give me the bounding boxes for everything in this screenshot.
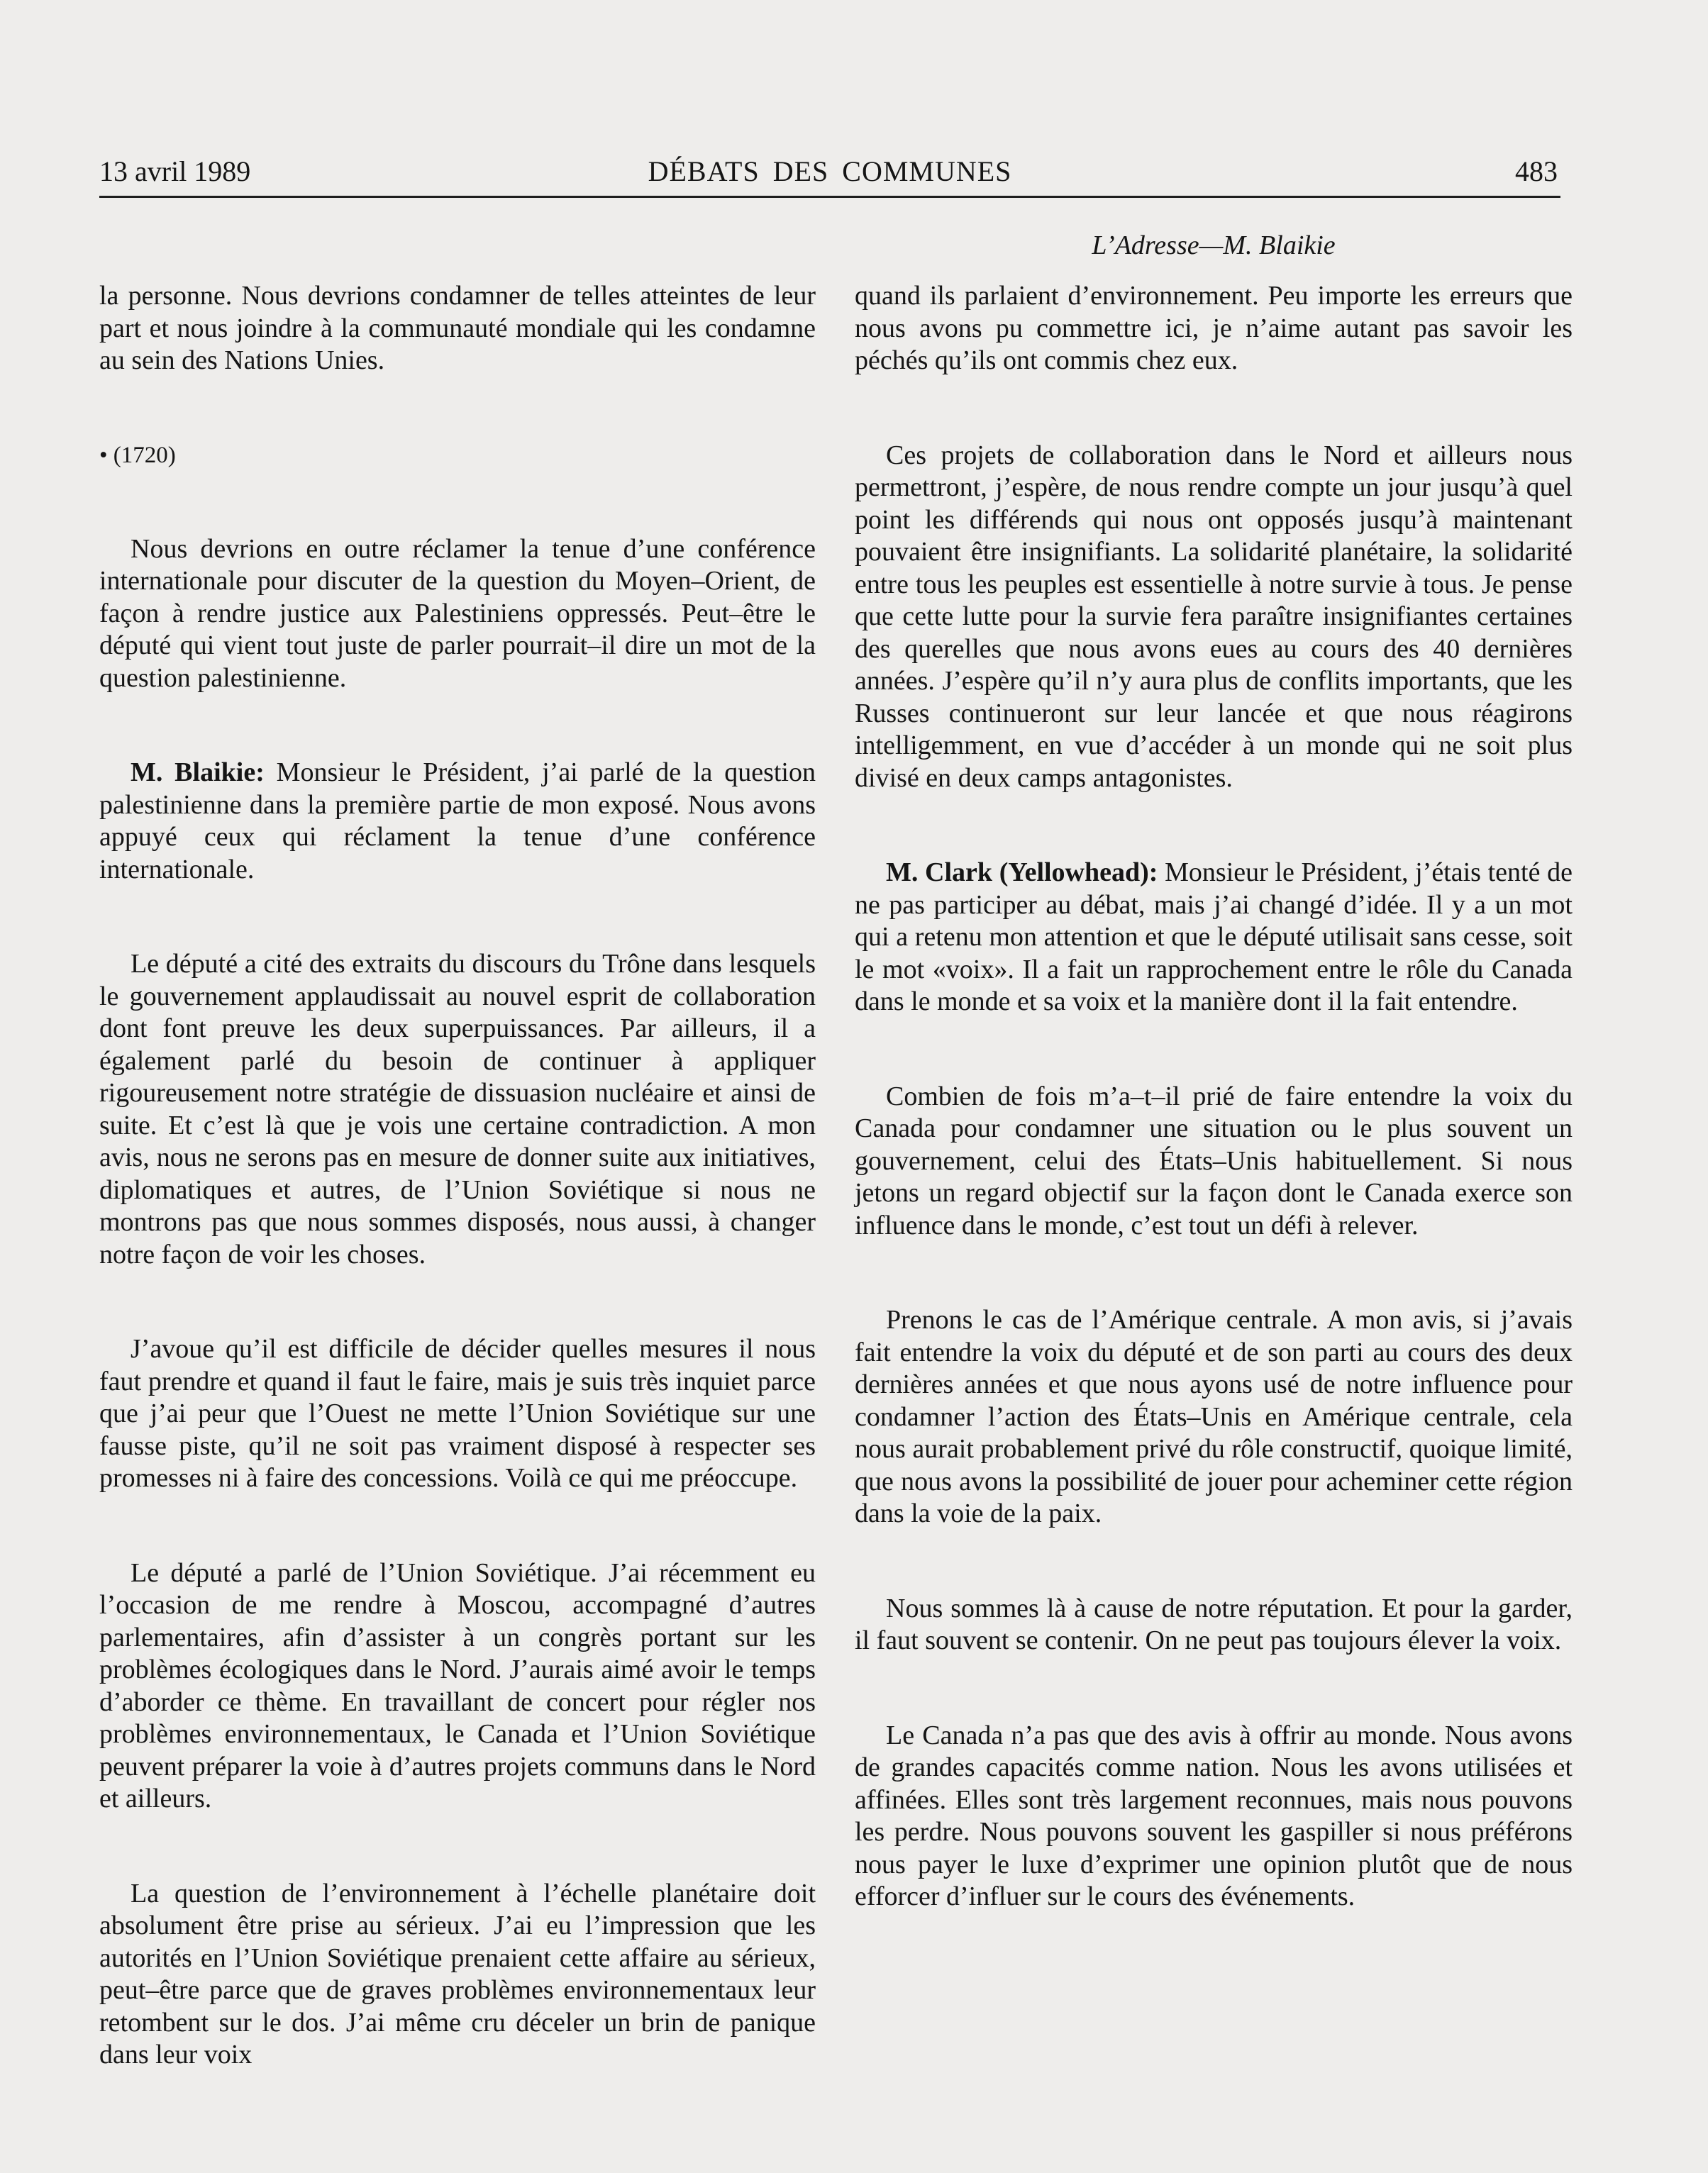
speaker-name: M. Blaikie: xyxy=(131,757,265,787)
speaker-paragraph xyxy=(99,757,816,886)
paragraph: Le Canada n’a pas que des avis à offrir au monde. Nous avons de grandes capacités comme nation. Nous les avons utilisées et affinées. Elles sont très largement reconnues, mais nous pouvons les perdre. Nous pouvons souvent les gaspiller si nous préférons nous payer le luxe d’exprimer une opinion plutôt que de nous efforcer d’influer sur le cours des événements. xyxy=(855,1720,1573,1911)
paragraph: la personne. Nous devrions condamner de telles atteintes de leur part et nous joindre à la communauté mondiale qui les condamne au sein des Nations Unies. xyxy=(99,281,816,375)
paragraph: Ces projets de collaboration dans le Nord et ailleurs nous permettront, j’espère, de nous rendre compte un jour jusqu’à quel point les différends qui nous ont opposés jusqu’à maintenant pouvaient être insignifiants. La solidarité planétaire, la solidarité entre tous les peuples est essentielle à notre survie à tous. Je pense que cette lutte pour la survie fera paraître insignifiantes certaines des querelles que nous avons eues au cours des 40 dernières années. J’espère qu’il n’y aura plus de conflits importants, que les Russes continueront sur leur lancée et que nous réagirons intelligemment, en vue d’accéder à un monde qui ne soit plus divisé en deux camps antagonistes. xyxy=(855,440,1573,793)
page-header xyxy=(99,150,1560,193)
paragraph: quand ils parlaient d’environnement. Peu importe les erreurs que nous avons pu commettre ici, je n’aime autant pas savoir les péchés qu’ils ont commis chez eux. xyxy=(855,281,1573,375)
paragraph: J’avoue qu’il est difficile de décider quelles mesures il nous faut prendre et quand il faut le faire, mais je suis très inquiet parce que j’ai peur que l’Ouest ne mette l’Union Soviétique sur une fausse piste, qu’il ne soit pas vraiment disposé à respecter ses promesses ni à faire des concessions. Voilà ce qui me préoccupe. xyxy=(99,1334,816,1493)
paragraph: Combien de fois m’a–t–il prié de faire entendre la voix du Canada pour condamner une situation ou le plus souvent un gouvernement, celui des États–Unis habituellement. Si nous jetons un regard objectif sur la façon dont le Canada exerce son influence dans le monde, c’est tout un défi à relever. xyxy=(855,1081,1573,1240)
paragraph: Nous devrions en outre réclamer la tenue d’une conférence internationale pour discuter de la question du Moyen–Orient, de façon à rendre justice aux Palestiniens oppressés. Peut–être le député qui vient tout juste de parler pourrait–il dire un mot de la question palestinienne. xyxy=(99,533,816,693)
paragraph: Le député a cité des extraits du discours du Trône dans lesquels le gouvernement applaudissait au nouvel esprit de collaboration dont font preuve les deux superpuissances. Par ailleurs, il a également parlé du besoin de continuer à appliquer rigoureusement notre stratégie de dissuasion nucléaire et ainsi de suite. Et c’est là que je vois une certaine contradiction. A mon avis, nous ne serons pas en mesure de donner suite aux initiatives, diplomatiques et autres, de l’Union Soviétique si nous ne montrons pas que nous sommes disposés, nous aussi, à changer notre façon de voir les choses. xyxy=(99,949,816,1269)
speaker-name: M. Clark (Yellowhead): xyxy=(886,857,1158,887)
speaker-paragraph xyxy=(855,857,1573,1018)
header-rule xyxy=(99,196,1560,198)
paragraph: Prenons le cas de l’Amérique centrale. A mon avis, si j’avais fait entendre la voix du député et de son parti au cours des deux dernières années et que nous ayons usé de notre influence pour condamner l’action des États–Unis en Amérique centrale, cela nous aurait probablement privé du rôle constructif, quoique limité, que nous avons la possibilité de jouer pour acheminer cette région dans la voie de la paix. xyxy=(855,1305,1573,1528)
page-number: 483 xyxy=(1515,155,1558,187)
speech-text: Monsieur le Président, j’ai parlé de la question palestinienne dans la première partie de mon exposé. Nous avons appuyé ceux qui réclament la tenue d’une conférence internationale. xyxy=(99,757,816,884)
time-marker: • (1720) xyxy=(99,442,176,468)
left-column xyxy=(99,280,816,2134)
running-head: L’Adresse—M. Blaikie xyxy=(1092,230,1336,260)
header-title: DÉBATS DES COMMUNES xyxy=(648,155,1012,187)
speech-text: Monsieur le Président, j’étais tenté de ne pas participer au débat, mais j’ai changé d’idée. Il y a un mot qui a retenu mon attention et que le député utilisait sans cesse, soit le mot «voix». Il a fait un rapprochement entre le rôle du Canada dans le monde et sa voix et la manière dont il la fait entendre. xyxy=(855,857,1573,1016)
paragraph: Nous sommes là à cause de notre réputation. Et pour la garder, il faut souvent se contenir. On ne peut pas toujours élever la voix. xyxy=(855,1593,1573,1655)
paragraph: La question de l’environnement à l’échelle planétaire doit absolument être prise au sérieux. J’ai eu l’impression que les autorités en l’Union Soviétique prenaient cette affaire au sérieux, peut–être parce que de graves problèmes environnementaux leur retombent sur le dos. J’ai même cru déceler un brin de panique dans leur voix xyxy=(99,1878,816,2069)
header-date: 13 avril 1989 xyxy=(99,155,251,187)
right-column xyxy=(855,280,1573,1976)
paragraph: Le député a parlé de l’Union Soviétique. J’ai récemment eu l’occasion de me rendre à Moscou, accompagné d’autres parlementaires, afin d’assister à un congrès portant sur les problèmes écologiques dans le Nord. J’aurais aimé avoir le temps d’aborder ce thème. En travaillant de concert pour régler nos problèmes environnementaux, le Canada et l’Union Soviétique peuvent préparer la voie à d’autres projets communs dans le Nord et ailleurs. xyxy=(99,1557,816,1813)
